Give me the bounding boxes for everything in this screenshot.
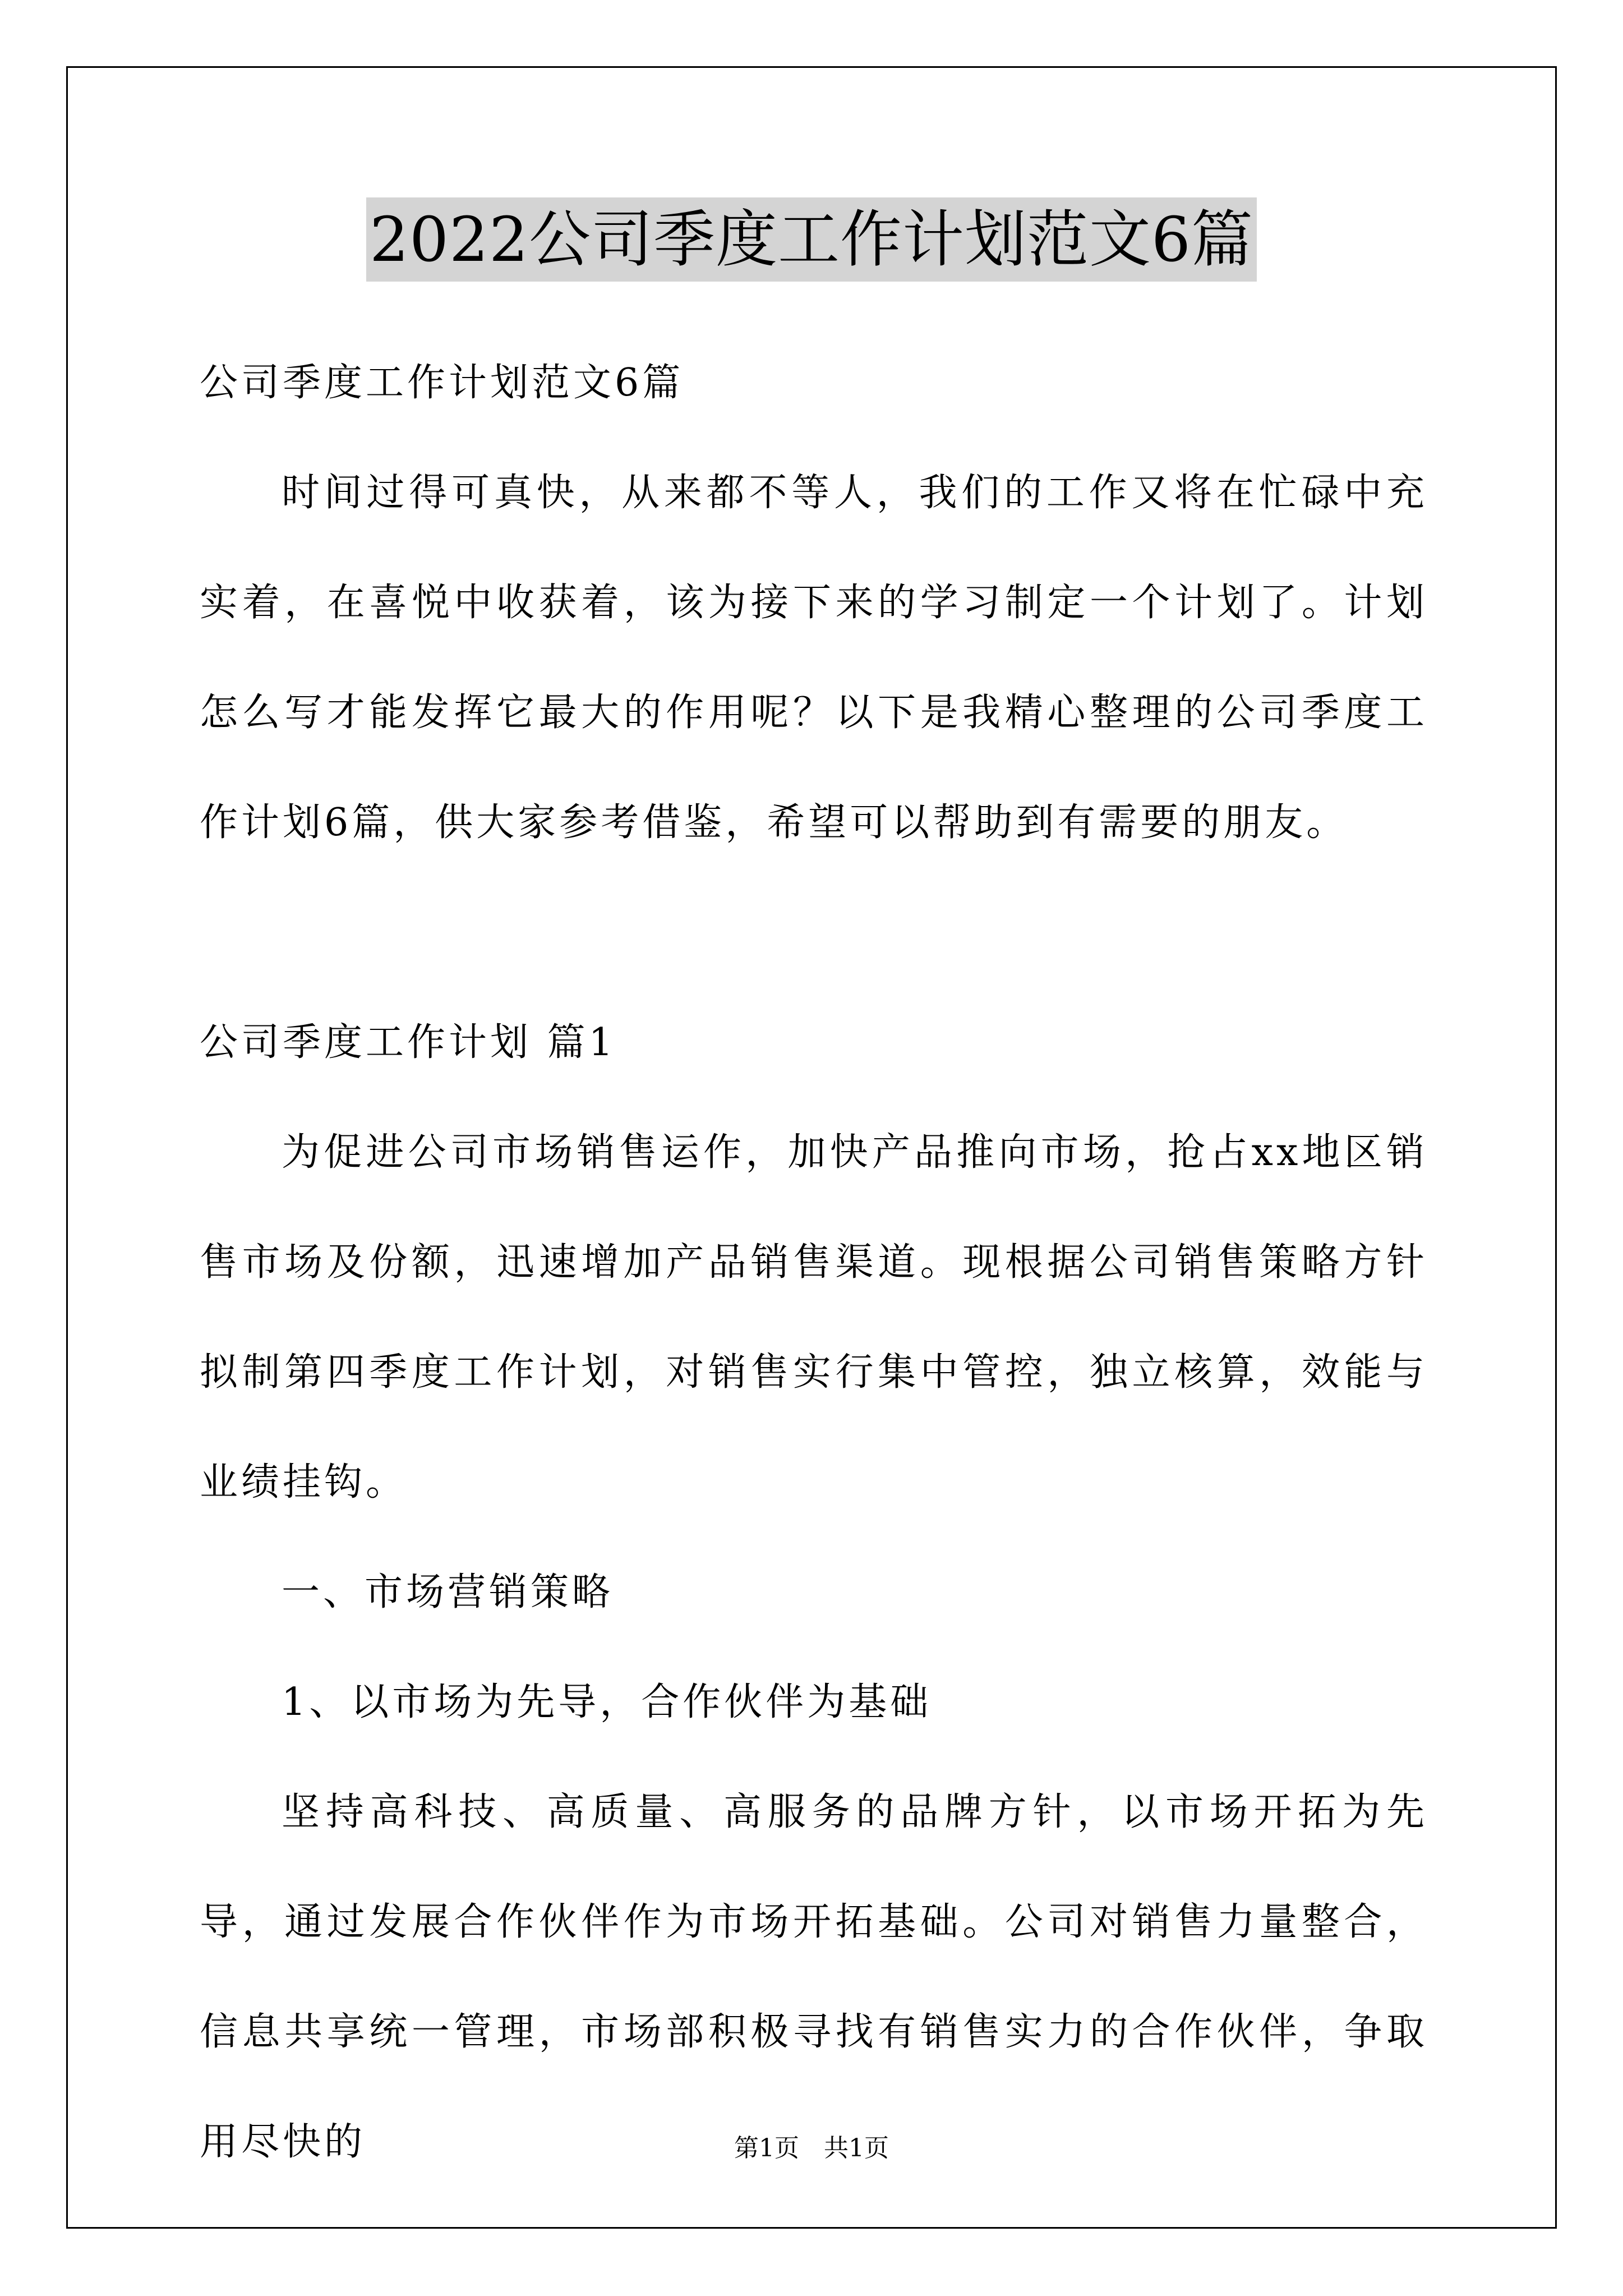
title-wrap (0, 197, 1623, 282)
page-number: 第1页 (734, 2134, 799, 2162)
document-body (200, 328, 1428, 2197)
page-footer (0, 2132, 1623, 2165)
section-subheading: 1、以市场为先导，合作伙伴为基础 (282, 1680, 932, 1724)
blank-line (200, 878, 1428, 988)
intro-paragraph: 时间过得可真快，从来都不等人，我们的工作又将在忙碌中充实着，在喜悦中收获着，该为接下来的学习制定一个计划了。计划怎么写才能发挥它最大的作用呢？以下是我精心整理的公司季度工作计划6篇，供大家参考借鉴，希望可以帮助到有需要的朋友。 (200, 471, 1428, 845)
section-heading: 公司季度工作计划 篇1 (200, 1020, 616, 1065)
section-paragraph: 为促进公司市场销售运作，加快产品推向市场，抢占xx地区销售市场及份额，迅速增加产品销售渠道。现根据公司销售策略方针拟制第四季度工作计划，对销售实行集中管控，独立核算，效能与业绩挂钩。 (200, 1130, 1428, 1504)
document-subtitle: 公司季度工作计划范文6篇 (200, 361, 684, 405)
document-title: 2022公司季度工作计划范文6篇 (366, 197, 1257, 282)
section-paragraph: 坚持高科技、高质量、高服务的品牌方针，以市场开拓为先导，通过发展合作伙伴作为市场开拓基础。公司对销售力量整合，信息共享统一管理，市场部积极寻找有销售实力的合作伙伴，争取用尽快的 (200, 1790, 1428, 2164)
section-subheading: 一、市场营销策略 (282, 1570, 614, 1614)
page-total: 共1页 (824, 2134, 889, 2162)
